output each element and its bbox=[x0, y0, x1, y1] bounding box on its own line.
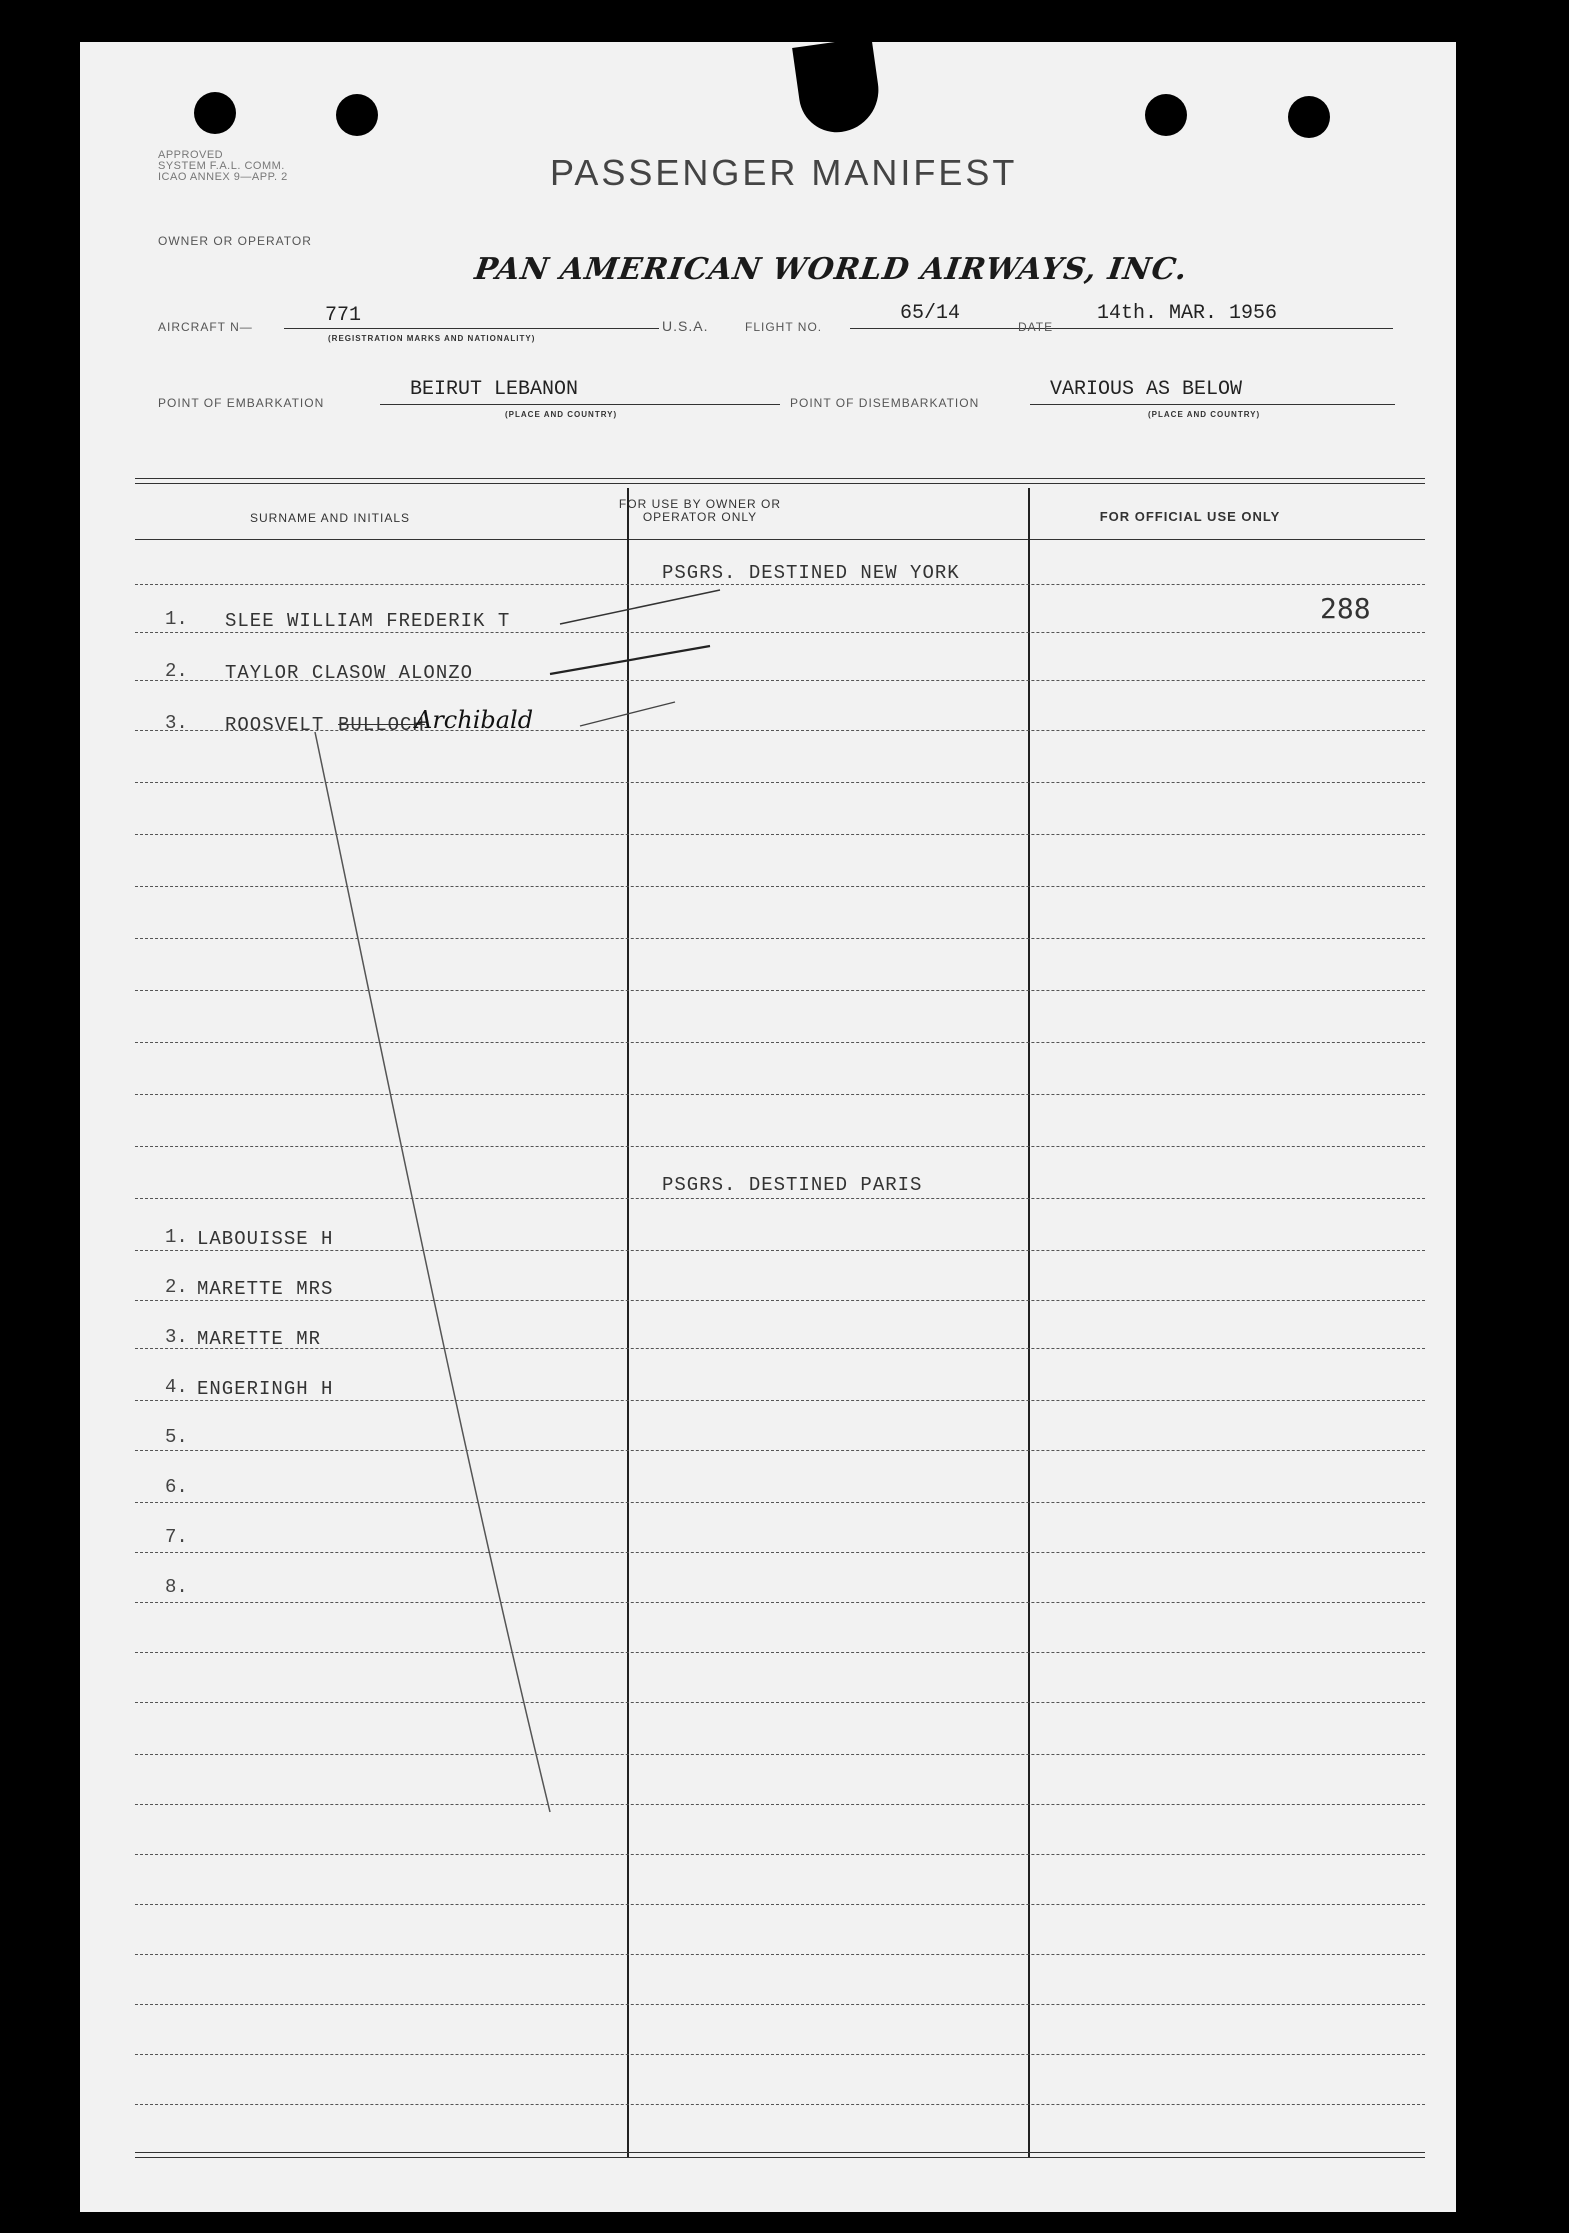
group-label-newyork: PSGRS. DESTINED NEW YORK bbox=[662, 562, 960, 584]
group-label-paris: PSGRS. DESTINED PARIS bbox=[662, 1174, 923, 1196]
aircraft-label: AIRCRAFT N— bbox=[158, 320, 253, 334]
disembark-value: VARIOUS AS BELOW bbox=[1050, 378, 1243, 401]
official-stamp-number: 288 bbox=[1320, 592, 1371, 625]
date-value: 14th. MAR. 1956 bbox=[1097, 302, 1278, 325]
row-number: 6. bbox=[165, 1476, 188, 1498]
passenger-name: ENGERINGH H bbox=[197, 1378, 334, 1400]
row-number: 7. bbox=[165, 1526, 188, 1548]
struck-text: BULLOCH bbox=[338, 714, 425, 736]
row-number: 2. bbox=[165, 1276, 188, 1298]
row-number: 3. bbox=[165, 712, 188, 734]
handwritten-name: Archibald bbox=[415, 706, 534, 734]
page-title: PASSENGER MANIFEST bbox=[550, 152, 1018, 193]
row-number: 1. bbox=[165, 1226, 188, 1248]
disembark-sub: (PLACE AND COUNTRY) bbox=[1148, 410, 1261, 419]
col-official-header: FOR OFFICIAL USE ONLY bbox=[1099, 509, 1281, 524]
owner-label: OWNER OR OPERATOR bbox=[158, 234, 312, 248]
col-owner-header: FOR USE BY OWNER OR OPERATOR ONLY bbox=[618, 497, 782, 524]
passenger-name: SLEE WILLIAM FREDERIK T bbox=[225, 610, 511, 632]
row-number: 4. bbox=[165, 1376, 188, 1398]
passenger-name: ROOSVELT bbox=[225, 714, 325, 736]
date-label: DATE bbox=[1018, 320, 1054, 334]
row-number: 1. bbox=[165, 608, 188, 630]
flight-value: 65/14 bbox=[900, 302, 961, 325]
flight-label: FLIGHT NO. bbox=[745, 320, 823, 334]
row-number: 2. bbox=[165, 660, 188, 682]
manifest-sheet bbox=[80, 42, 1456, 2212]
embark-value: BEIRUT LEBANON bbox=[410, 378, 579, 401]
embark-label: POINT OF EMBARKATION bbox=[158, 396, 325, 410]
passenger-name: LABOUISSE H bbox=[197, 1228, 334, 1250]
nationality: U.S.A. bbox=[662, 318, 709, 334]
approval-line: APPROVED bbox=[158, 149, 224, 161]
row-number: 5. bbox=[165, 1426, 188, 1448]
row-number: 8. bbox=[165, 1576, 188, 1598]
pencil-marks bbox=[80, 42, 1456, 2212]
row-number: 3. bbox=[165, 1326, 188, 1348]
operator-name: PAN AMERICAN WORLD AIRWAYS, INC. bbox=[472, 252, 1190, 287]
approval-line: SYSTEM F.A.L. COMM. bbox=[158, 160, 285, 172]
embark-sub: (PLACE AND COUNTRY) bbox=[505, 410, 618, 419]
col-surname-header: SURNAME AND INITIALS bbox=[249, 511, 411, 525]
passenger-name: MARETTE MR bbox=[197, 1328, 322, 1350]
aircraft-sub: (REGISTRATION MARKS AND NATIONALITY) bbox=[328, 334, 536, 343]
passenger-name: MARETTE MRS bbox=[197, 1278, 334, 1300]
passenger-name: TAYLOR CLASOW ALONZO bbox=[225, 662, 474, 684]
disembark-label: POINT OF DISEMBARKATION bbox=[790, 396, 980, 410]
aircraft-value: 771 bbox=[325, 304, 362, 327]
approval-line: ICAO ANNEX 9—APP. 2 bbox=[158, 171, 288, 183]
